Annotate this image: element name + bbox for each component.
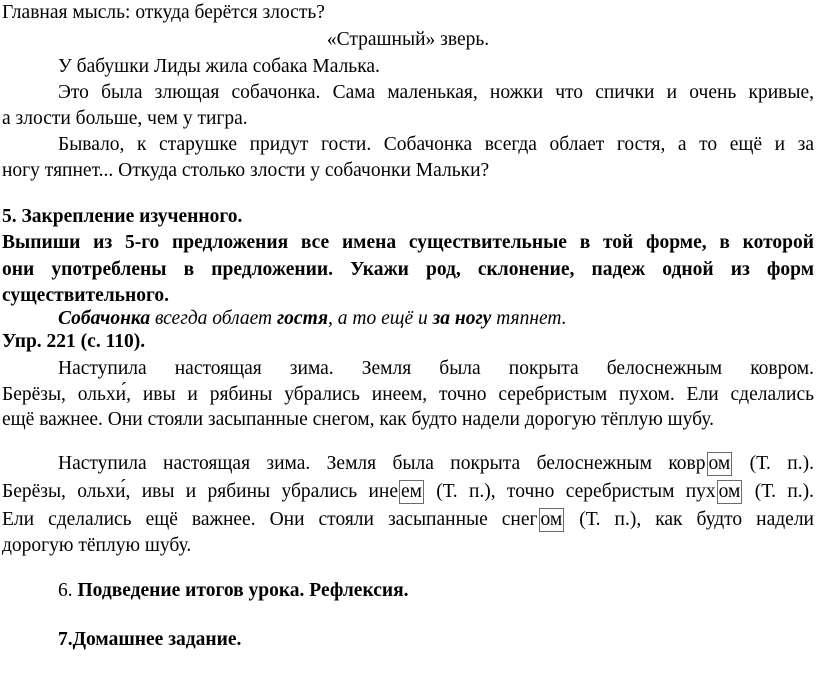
exercise-text-line-2: Берёзы, ольхи́, ивы и рябины убрались инеем, точно серебристым пухом. Ели сделались xyxy=(2,384,814,405)
example-word-2: гостя xyxy=(276,308,329,329)
task-line-2: они употреблены в предложении. Укажи род, склонение, падеж одной из форм xyxy=(2,259,814,280)
paragraph-2-line-1: Это была злющая собачонка. Сама маленькая, ножки что спички и очень кривые, xyxy=(58,82,814,103)
section-6-title: Подведение итогов урока. Рефлексия. xyxy=(77,580,409,601)
ending-box: ем xyxy=(401,481,422,502)
paragraph-3-line-1: Бывало, к старушке придут гости. Собачонка всегда облает гостя, а то ещё и за xyxy=(58,134,814,155)
story-title: «Страшный» зверь. xyxy=(326,29,490,50)
task-line-3: существительного. xyxy=(2,285,169,306)
answer-line-3: Ели сделались ещё важнее. Они стояли засыпанные снег ом (Т. п.), как будто надели xyxy=(2,509,814,530)
example-word-3: за ногу xyxy=(432,308,492,329)
main-idea: Главная мысль: откуда берётся злость? xyxy=(2,2,325,23)
paragraph-2-line-2: а злости больше, чем у тигра. xyxy=(2,108,248,129)
answer-line-2: Берёзы, ольхи́, ивы и рябины убрались ине ем (Т. п.), точно серебристым пух ом (Т. п.). xyxy=(2,481,815,502)
example-word-1: Собачонка xyxy=(58,308,151,329)
section-5-heading: 5. Закрепление изученного. xyxy=(2,206,243,227)
task-line-1: Выпиши из 5-го предложения все имена существительные в той форме, в которой xyxy=(2,232,814,253)
section-7-heading: 7.Домашнее задание. xyxy=(58,629,242,650)
exercise-text-line-1: Наступила настоящая зима. Земля была покрыта белоснежным ковром. xyxy=(58,358,814,379)
exercise-text-line-3: ещё важнее. Они стояли засыпанные снегом, как будто надели дорогую тёплую шубу. xyxy=(2,409,715,430)
ending-box: ом xyxy=(718,481,741,502)
ending-box: ом xyxy=(708,453,731,474)
section-6: 6. Подведение итогов урока. Рефлексия. xyxy=(58,580,409,601)
ending-box: ом xyxy=(540,509,563,530)
paragraph-1: У бабушки Лиды жила собака Малька. xyxy=(58,56,380,77)
paragraph-3-line-2: ногу тяпнет... Откуда столько злости у собачонки Мальки? xyxy=(2,160,490,181)
example-sentence: Собачонка всегда облает гостя, а то ещё и за ногу тяпнет. xyxy=(58,308,567,329)
answer-line-1: Наступила настоящая зима. Земля была покрыта белоснежным ковр ом (Т. п.). xyxy=(58,453,814,474)
exercise-heading: Упр. 221 (с. 110). xyxy=(2,331,146,352)
answer-line-4: дорогую тёплую шубу. xyxy=(2,535,192,556)
